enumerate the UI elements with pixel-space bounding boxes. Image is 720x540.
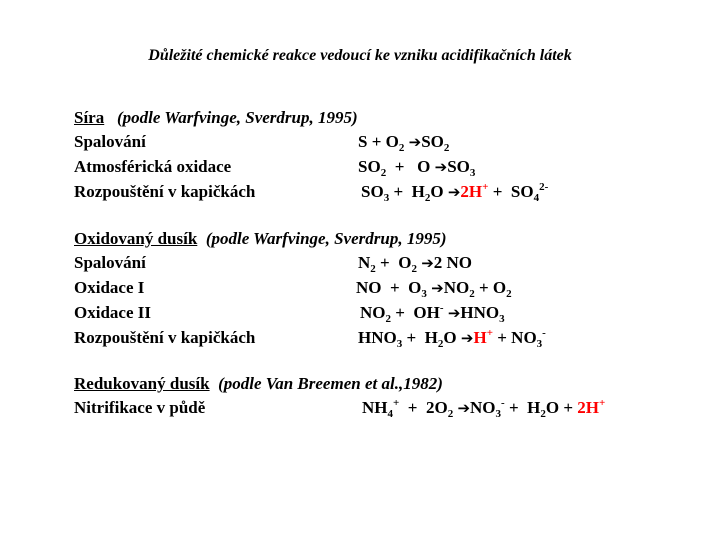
reaction-equation: $NH_4^+ + 2O_2$ $➔NO_3^- + H_2O + 2H^+$ xyxy=(362,397,606,420)
reaction-row xyxy=(74,278,714,303)
section-reduced-nitrogen xyxy=(74,374,714,423)
reaction-row xyxy=(74,328,714,353)
section-name: Oxidovaný dusík xyxy=(74,229,198,248)
reaction-arrow-icon: ➔ xyxy=(431,279,444,297)
section-heading xyxy=(74,229,714,253)
section-sulfur xyxy=(74,108,714,207)
reaction-label: Nitrifikace v půdě xyxy=(74,398,206,417)
reaction-equation: $HNO_3 + H_2O$ ➔H+ + $NO_3^-$ xyxy=(358,327,546,350)
reaction-arrow-icon: ➔ xyxy=(434,158,448,176)
reaction-label: Atmosférická oxidace xyxy=(74,157,232,176)
reaction-label: Spalování xyxy=(74,132,146,151)
reaction-equation: NO + $O_3$ $➔NO_2 + O_2$ xyxy=(356,278,512,300)
reaction-arrow-icon: ➔ xyxy=(421,254,434,272)
reaction-label: Oxidace I xyxy=(74,278,145,297)
hydrogen-ion: H+ xyxy=(473,327,493,347)
reaction-label: Rozpouštění v kapičkách xyxy=(74,328,256,347)
reaction-label: Rozpouštění v kapičkách xyxy=(74,182,256,201)
reaction-arrow-icon: ➔ xyxy=(457,399,471,417)
reaction-row xyxy=(74,398,714,423)
hydrogen-ion: 2H+ xyxy=(577,397,606,417)
section-heading xyxy=(74,108,714,132)
reaction-arrow-icon: ➔ xyxy=(408,133,422,151)
reaction-equation: $SO_2 + O$ $➔SO_3$ xyxy=(358,157,476,179)
hydrogen-ion: 2H+ xyxy=(460,181,489,201)
reaction-equation: $N_2 + O_2$ ➔2 NO xyxy=(358,253,473,275)
reaction-row xyxy=(74,157,714,182)
section-citation: (podle Van Breemen et al.,1982) xyxy=(218,374,443,393)
reaction-arrow-icon: ➔ xyxy=(447,304,461,322)
section-name: Síra xyxy=(74,108,105,127)
reaction-equation: $NO_2 + OH^-$ $➔HNO_3$ xyxy=(360,302,505,325)
reaction-equation: $SO_3 + H_2O$ ➔2H+ + $SO_4^{2-}$ xyxy=(361,181,549,204)
reaction-arrow-icon: ➔ xyxy=(447,183,461,201)
section-citation: (podle Warfvinge, Sverdrup, 1995) xyxy=(205,229,447,248)
reaction-row xyxy=(74,253,714,278)
section-oxidized-nitrogen xyxy=(74,229,714,353)
reaction-row xyxy=(74,132,714,157)
reaction-label: Oxidace II xyxy=(74,303,151,322)
section-name: Redukovaný dusík xyxy=(74,374,210,393)
reaction-row xyxy=(74,303,714,328)
page-title: Důležité chemické reakce vedoucí ke vzniku acidifikačních látek xyxy=(148,47,572,64)
reaction-row xyxy=(74,182,714,207)
reaction-equation: $S + O_2$ $➔SO_2$ xyxy=(358,132,450,154)
reaction-label: Spalování xyxy=(74,253,146,272)
section-heading xyxy=(74,374,714,398)
reaction-arrow-icon: ➔ xyxy=(460,329,474,347)
section-citation: (podle Warfvinge, Sverdrup, 1995) xyxy=(116,108,358,127)
